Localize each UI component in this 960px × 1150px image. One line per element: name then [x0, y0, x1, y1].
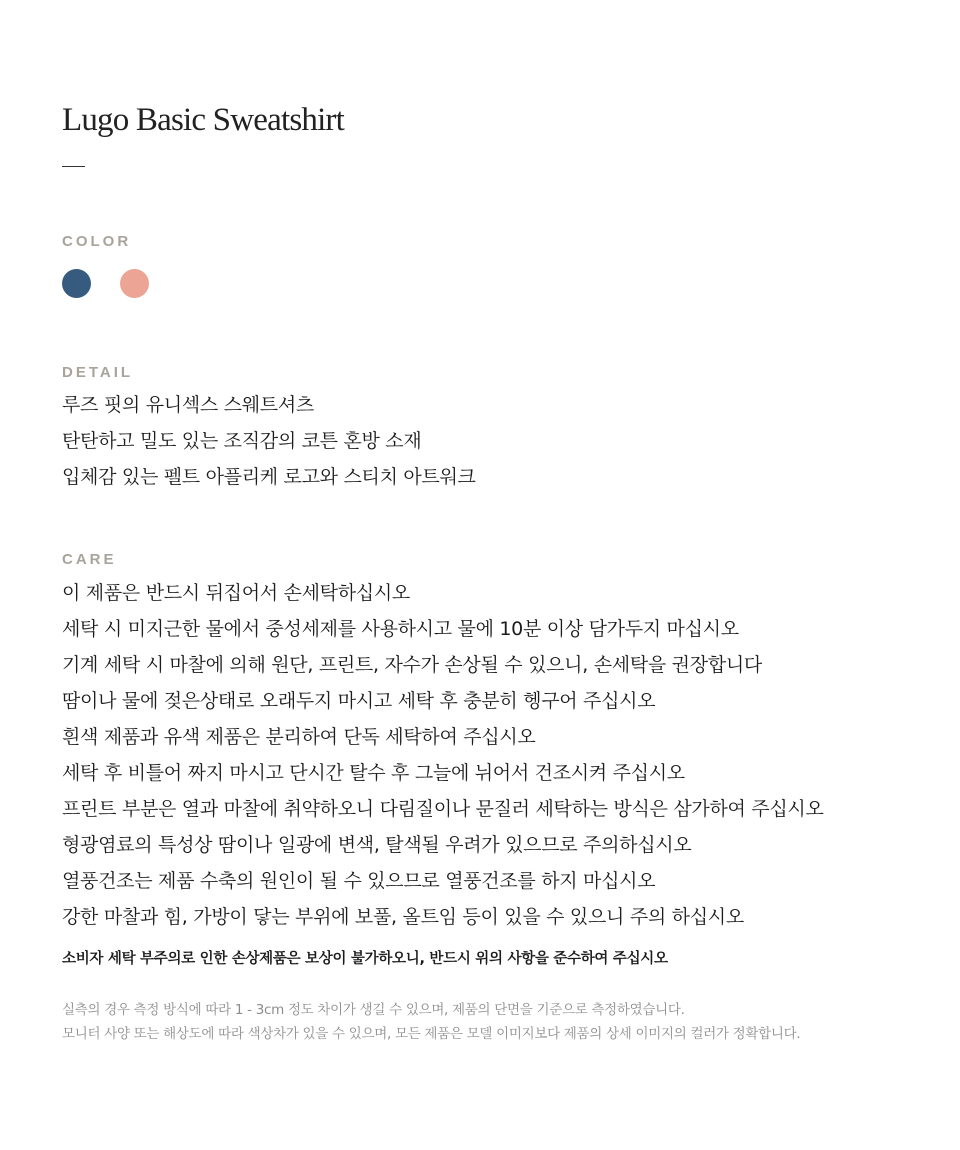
care-list [62, 575, 824, 935]
care-notice: 소비자 세탁 부주의로 인한 손상제품은 보상이 불가하오니, 반드시 위의 사항을 준수하여 주십시오 [62, 951, 668, 967]
footnote-measurement: 실측의 경우 측정 방식에 따라 1 - 3cm 정도 차이가 생길 수 있으며, 제품의 단면을 기준으로 측정하였습니다. [62, 1002, 685, 1018]
detail-line: 루즈 핏의 유니섹스 스웨트셔츠 [62, 394, 314, 416]
care-line: 땀이나 물에 젖은상태로 오래두지 마시고 세탁 후 충분히 헹구어 주십시오 [62, 690, 656, 712]
care-line: 세탁 후 비틀어 짜지 마시고 단시간 탈수 후 그늘에 뉘어서 건조시켜 주십시오 [62, 762, 685, 784]
footnote-list [62, 998, 800, 1046]
product-title: Lugo Basic Sweatshirt [62, 102, 344, 138]
care-line: 형광염료의 특성상 땀이나 일광에 변색, 탈색될 우려가 있으므로 주의하십시오 [62, 834, 692, 856]
care-line: 강한 마찰과 힘, 가방이 닿는 부위에 보풀, 올트임 등이 있을 수 있으니 주의 하십시오 [62, 906, 744, 928]
color-swatch-list [62, 269, 149, 298]
care-line: 이 제품은 반드시 뒤집어서 손세탁하십시오 [62, 582, 410, 604]
care-line: 세탁 시 미지근한 물에서 중성세제를 사용하시고 물에 10분 이상 담가두지 마십시오 [62, 618, 739, 640]
care-line: 프린트 부분은 열과 마찰에 취약하오니 다림질이나 문질러 세탁하는 방식은 삼가하여 주십시오 [62, 798, 824, 820]
detail-section-label: DETAIL [62, 364, 134, 381]
care-line: 흰색 제품과 유색 제품은 분리하여 단독 세탁하여 주십시오 [62, 726, 536, 748]
care-line: 기계 세탁 시 마찰에 의해 원단, 프린트, 자수가 손상될 수 있으니, 손세탁을 권장합니다 [62, 654, 762, 676]
color-section-label: COLOR [62, 233, 132, 250]
footnote-color-accuracy: 모니터 사양 또는 해상도에 따라 색상차가 있을 수 있으며, 모든 제품은 모델 이미지보다 제품의 상세 이미지의 컬러가 정확합니다. [62, 1026, 801, 1042]
care-line: 열풍건조는 제품 수축의 원인이 될 수 있으므로 열풍건조를 하지 마십시오 [62, 870, 656, 892]
title-divider [62, 166, 85, 167]
detail-list [62, 387, 476, 495]
detail-line: 탄탄하고 밀도 있는 조직감의 코튼 혼방 소재 [62, 430, 422, 452]
detail-line: 입체감 있는 펠트 아플리케 로고와 스티치 아트워크 [62, 466, 476, 488]
care-section-label: CARE [62, 551, 117, 568]
color-swatch-navy[interactable] [62, 269, 91, 298]
color-swatch-peach[interactable] [120, 269, 149, 298]
